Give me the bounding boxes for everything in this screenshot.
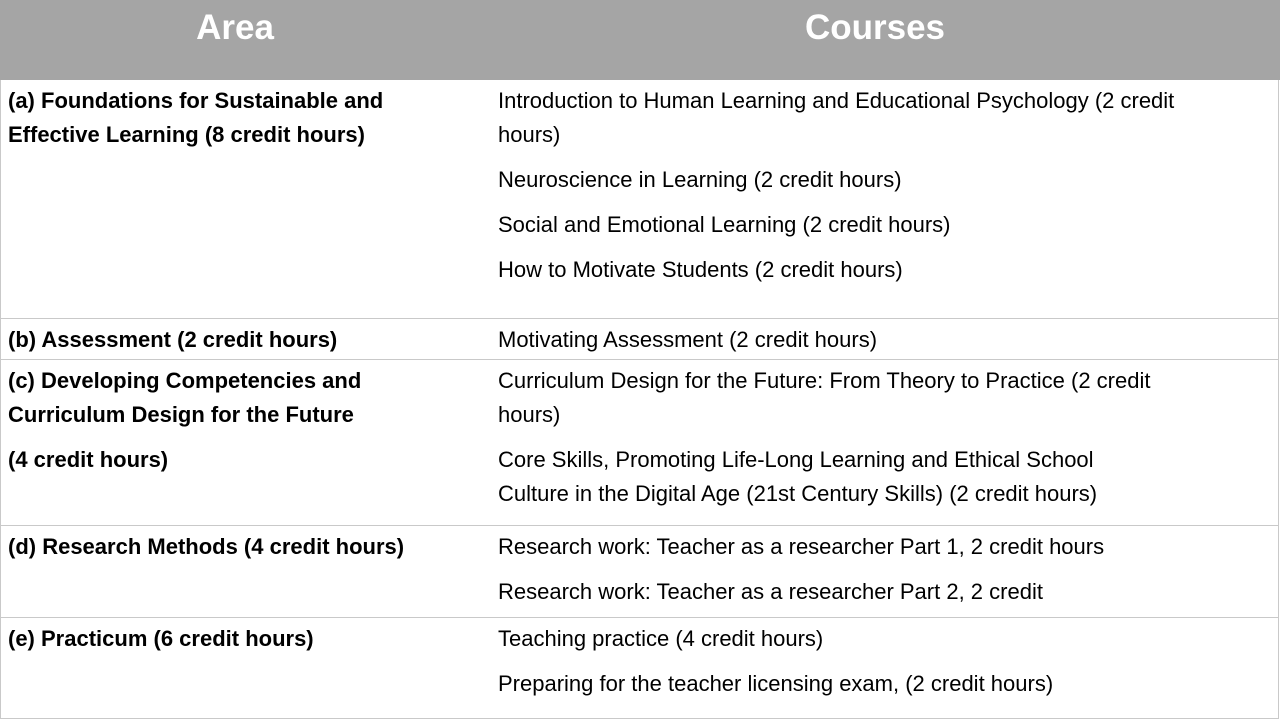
area-cell bbox=[8, 622, 478, 656]
courses-column-header: Courses bbox=[804, 8, 946, 47]
area-cell bbox=[8, 323, 478, 357]
course-text-line: Culture in the Digital Age (21st Century Skills) (2 credit hours) bbox=[498, 481, 1098, 506]
course-item bbox=[498, 323, 1268, 357]
course-text-line: Curriculum Design for the Future: From Theory to Practice (2 credit bbox=[498, 368, 1151, 393]
course-text-line: How to Motivate Students (2 credit hours) bbox=[498, 257, 903, 282]
course-item bbox=[498, 575, 1268, 609]
area-cell bbox=[8, 530, 478, 564]
courses-cell bbox=[498, 84, 1268, 298]
area-cell bbox=[8, 84, 478, 152]
area-label-line: (b) Assessment (2 credit hours) bbox=[8, 327, 338, 352]
course-text-line: Social and Emotional Learning (2 credit hours) bbox=[498, 212, 951, 237]
course-item bbox=[498, 530, 1268, 564]
area-column-header: Area bbox=[196, 8, 274, 47]
area-label-line: Effective Learning (8 credit hours) bbox=[8, 122, 365, 147]
table-row-c bbox=[0, 360, 1279, 526]
course-text-line: Motivating Assessment (2 credit hours) bbox=[498, 327, 878, 352]
courses-cell bbox=[498, 530, 1268, 620]
table-header bbox=[0, 0, 1280, 80]
course-item bbox=[498, 208, 1268, 242]
course-item bbox=[498, 667, 1268, 701]
table-row-a bbox=[0, 80, 1279, 319]
area-cell bbox=[8, 364, 478, 477]
area-label-line: (a) Foundations for Sustainable and bbox=[8, 88, 384, 113]
course-text-line: Introduction to Human Learning and Educational Psychology (2 credit bbox=[498, 88, 1175, 113]
course-text-line: hours) bbox=[498, 402, 561, 427]
courses-cell bbox=[498, 364, 1268, 522]
course-text-line: Neuroscience in Learning (2 credit hours) bbox=[498, 167, 902, 192]
courses-cell bbox=[498, 622, 1268, 712]
course-text-line: Preparing for the teacher licensing exam, (2 credit hours) bbox=[498, 671, 1054, 696]
table-row-b bbox=[0, 319, 1279, 360]
course-text-line: Core Skills, Promoting Life-Long Learning and Ethical School bbox=[498, 447, 1094, 472]
course-text-line: Research work: Teacher as a researcher Part 1, 2 credit hours bbox=[498, 534, 1105, 559]
course-item bbox=[498, 364, 1268, 432]
table-row-d bbox=[0, 526, 1279, 618]
area-label-line: (c) Developing Competencies and bbox=[8, 368, 362, 393]
course-item bbox=[498, 253, 1268, 287]
course-item bbox=[498, 443, 1268, 511]
area-label-line: (d) Research Methods (4 credit hours) bbox=[8, 534, 405, 559]
area-label-line: (e) Practicum (6 credit hours) bbox=[8, 626, 314, 651]
course-text-line: Research work: Teacher as a researcher Part 2, 2 credit bbox=[498, 579, 1043, 604]
course-item bbox=[498, 622, 1268, 656]
course-text-line: Teaching practice (4 credit hours) bbox=[498, 626, 824, 651]
course-text-line: hours) bbox=[498, 122, 561, 147]
area-label-line: Curriculum Design for the Future bbox=[8, 402, 354, 427]
course-item bbox=[498, 163, 1268, 197]
table-row-e bbox=[0, 618, 1279, 719]
area-label-line: (4 credit hours) bbox=[8, 447, 169, 472]
course-item bbox=[498, 84, 1268, 152]
